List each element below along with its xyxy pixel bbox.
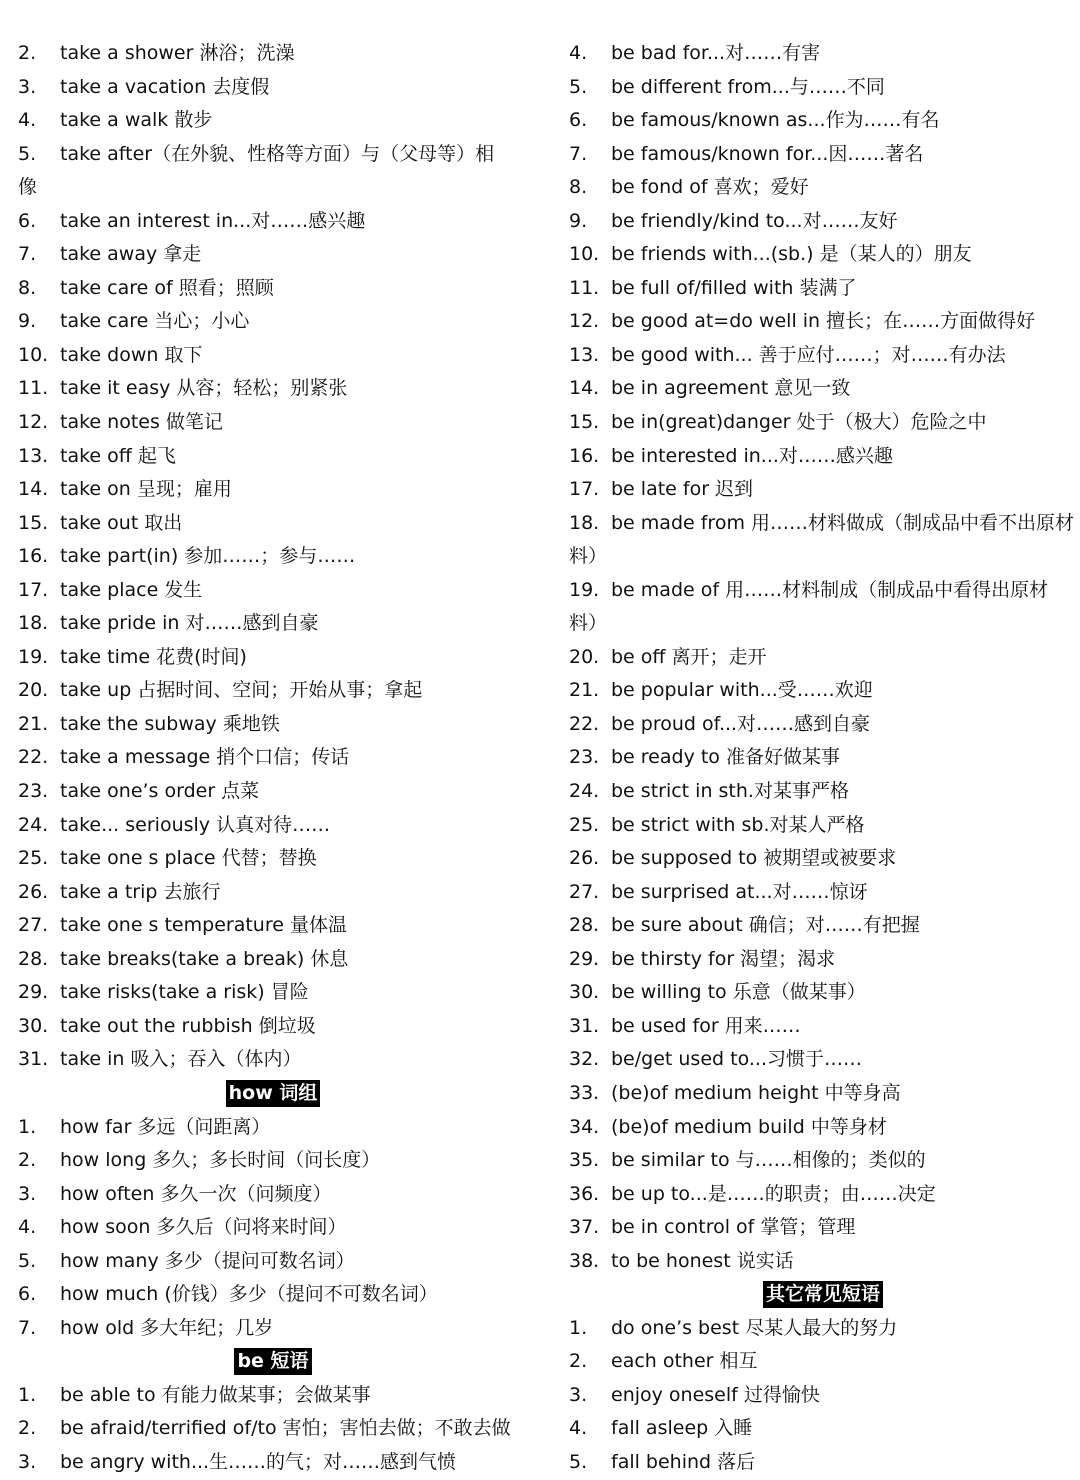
item-text: take... seriously 认真对待…… xyxy=(60,813,331,836)
list-item xyxy=(569,574,1077,608)
list-item xyxy=(569,1178,1077,1212)
item-text: take one s place 代替；替换 xyxy=(60,847,317,870)
item-text: (be)of medium build 中等身材 xyxy=(611,1115,887,1138)
section-heading-label: 其它常见短语 xyxy=(763,1281,883,1308)
item-text: take time 花费(时间) xyxy=(60,645,247,668)
item-number: 8. xyxy=(18,276,37,299)
item-number: 11. xyxy=(18,377,49,400)
item-number: 3. xyxy=(18,1182,37,1205)
list-item xyxy=(569,1010,1077,1044)
item-text: be surprised at...对……惊讶 xyxy=(611,880,868,903)
item-number: 8. xyxy=(569,176,588,199)
list-item xyxy=(18,1178,538,1212)
item-number: 5. xyxy=(569,75,588,98)
item-number: 4. xyxy=(18,1216,37,1239)
list-item xyxy=(569,1446,1077,1480)
item-text: be afraid/terrified of/to 害怕；害怕去做；不敢去做 xyxy=(60,1417,511,1440)
list-item xyxy=(18,1043,538,1077)
item-number: 7. xyxy=(569,142,588,165)
list-item xyxy=(18,339,538,373)
section-heading xyxy=(18,1345,528,1379)
item-text: take place 发生 xyxy=(60,578,203,601)
section-heading-label: how 词组 xyxy=(226,1080,321,1107)
list-item xyxy=(569,507,1077,541)
item-number: 27. xyxy=(569,880,600,903)
item-number: 28. xyxy=(18,947,49,970)
list-item xyxy=(569,1144,1077,1178)
item-text: how long 多久；多长时间（问长度） xyxy=(60,1149,381,1172)
list-item xyxy=(18,775,538,809)
list-item xyxy=(18,909,538,943)
list-item xyxy=(569,473,1077,507)
item-number: 33. xyxy=(569,1081,600,1104)
item-text: take risks(take a risk) 冒险 xyxy=(60,981,309,1004)
item-text: be full of/filled with 装满了 xyxy=(611,276,857,299)
item-text: be/get used to...习惯于…… xyxy=(611,1048,862,1071)
list-item xyxy=(18,976,538,1010)
item-text: (be)of medium height 中等身高 xyxy=(611,1081,901,1104)
list-item xyxy=(18,1412,538,1446)
item-number: 7. xyxy=(18,243,37,266)
item-text: be late for 迟到 xyxy=(611,478,754,501)
item-text: be sure about 确信；对……有把握 xyxy=(611,914,920,937)
list-item xyxy=(569,1345,1077,1379)
item-number: 12. xyxy=(569,310,600,333)
item-number: 4. xyxy=(569,1417,588,1440)
item-number: 25. xyxy=(569,813,600,836)
list-item xyxy=(18,104,538,138)
item-text: how much (价钱）多少（提问不可数名词） xyxy=(60,1283,438,1306)
list-item xyxy=(569,1111,1077,1145)
list-item xyxy=(569,943,1077,977)
item-text: be good at=do well in 擅长；在……方面做得好 xyxy=(611,310,1036,333)
list-item xyxy=(18,37,538,71)
item-number: 24. xyxy=(18,813,49,836)
list-item xyxy=(569,37,1077,71)
item-text: 料） xyxy=(569,612,608,635)
item-number: 20. xyxy=(18,679,49,702)
item-text: be in control of 掌管；管理 xyxy=(611,1216,856,1239)
item-number: 3. xyxy=(569,1383,588,1406)
list-item-continuation xyxy=(569,540,1077,574)
list-item xyxy=(569,272,1077,306)
list-item xyxy=(569,909,1077,943)
list-item xyxy=(18,205,538,239)
list-item xyxy=(569,305,1077,339)
item-text: fall behind 落后 xyxy=(611,1450,756,1473)
list-item xyxy=(569,775,1077,809)
list-item xyxy=(569,71,1077,105)
list-item xyxy=(18,440,538,474)
list-item xyxy=(569,1245,1077,1279)
item-text: be friendly/kind to...对……友好 xyxy=(611,209,898,232)
item-number: 19. xyxy=(18,645,49,668)
list-item-continuation xyxy=(569,607,1077,641)
item-number: 1. xyxy=(569,1316,588,1339)
list-item xyxy=(18,1245,538,1279)
item-number: 34. xyxy=(569,1115,600,1138)
item-text: take after（在外貌、性格等方面）与（父母等）相 xyxy=(60,142,495,165)
item-number: 1. xyxy=(18,1383,37,1406)
item-text: be fond of 喜欢；爱好 xyxy=(611,176,809,199)
list-item xyxy=(18,305,538,339)
list-item-continuation xyxy=(18,171,538,205)
item-text: each other 相互 xyxy=(611,1350,758,1373)
list-item xyxy=(569,708,1077,742)
item-text: be supposed to 被期望或被要求 xyxy=(611,847,897,870)
item-text: be proud of...对……感到自豪 xyxy=(611,712,871,735)
list-item xyxy=(18,1111,538,1145)
list-item xyxy=(18,943,538,977)
item-number: 5. xyxy=(569,1450,588,1473)
item-text: take a shower 淋浴；洗澡 xyxy=(60,42,295,64)
item-number: 37. xyxy=(569,1216,600,1239)
list-item xyxy=(569,1379,1077,1413)
item-text: take out the rubbish 倒垃圾 xyxy=(60,1014,316,1037)
item-number: 23. xyxy=(569,746,600,769)
item-text: be strict in sth.对某事严格 xyxy=(611,780,849,803)
list-item xyxy=(569,876,1077,910)
list-item xyxy=(569,104,1077,138)
item-text: take a vacation 去度假 xyxy=(60,75,270,98)
item-text: how old 多大年纪；几岁 xyxy=(60,1316,274,1339)
list-item xyxy=(18,138,538,172)
list-item xyxy=(569,741,1077,775)
item-text: be bad for...对……有害 xyxy=(611,42,821,64)
item-text: 像 xyxy=(18,176,38,199)
item-text: take notes 做笔记 xyxy=(60,411,223,434)
item-number: 6. xyxy=(18,209,37,232)
item-text: to be honest 说实话 xyxy=(611,1249,794,1272)
list-item xyxy=(18,641,538,675)
item-number: 17. xyxy=(18,578,49,601)
item-text: take pride in 对……感到自豪 xyxy=(60,612,319,635)
list-item xyxy=(569,1412,1077,1446)
right-column xyxy=(569,37,1077,1480)
item-text: fall asleep 入睡 xyxy=(611,1417,753,1440)
item-number: 4. xyxy=(18,109,37,132)
item-text: take part(in) 参加……；参与…… xyxy=(60,545,356,568)
item-number: 6. xyxy=(569,109,588,132)
list-item xyxy=(569,138,1077,172)
item-number: 18. xyxy=(18,612,49,635)
item-text: do one’s best 尽某人最大的努力 xyxy=(611,1316,898,1339)
item-number: 22. xyxy=(569,712,600,735)
section-heading-label: be 短语 xyxy=(234,1348,311,1375)
list-item xyxy=(569,809,1077,843)
item-number: 22. xyxy=(18,746,49,769)
item-text: be able to 有能力做某事；会做某事 xyxy=(60,1383,371,1406)
item-number: 9. xyxy=(18,310,37,333)
item-number: 35. xyxy=(569,1149,600,1172)
item-text: take a walk 散步 xyxy=(60,109,213,132)
item-number: 15. xyxy=(18,511,49,534)
item-text: take a trip 去旅行 xyxy=(60,880,221,903)
item-text: take down 取下 xyxy=(60,343,203,366)
list-item xyxy=(18,1446,538,1480)
item-number: 2. xyxy=(18,1417,37,1440)
item-text: be famous/known for...因……著名 xyxy=(611,142,924,165)
item-text: how far 多远（问距离） xyxy=(60,1115,271,1138)
list-item xyxy=(18,574,538,608)
item-number: 9. xyxy=(569,209,588,232)
item-text: be willing to 乐意（做某事） xyxy=(611,981,866,1004)
list-item xyxy=(18,1144,538,1178)
list-item xyxy=(569,339,1077,373)
item-number: 29. xyxy=(18,981,49,1004)
item-number: 31. xyxy=(569,1014,600,1037)
item-text: be thirsty for 渴望；渴求 xyxy=(611,947,836,970)
item-text: be made of 用……材料制成（制成品中看得出原材 xyxy=(611,578,1049,601)
item-number: 5. xyxy=(18,1249,37,1272)
section-heading xyxy=(18,1077,528,1111)
list-item xyxy=(18,473,538,507)
item-number: 15. xyxy=(569,411,600,434)
list-item xyxy=(569,372,1077,406)
list-item xyxy=(569,976,1077,1010)
item-text: be used for 用来…… xyxy=(611,1014,801,1037)
item-number: 5. xyxy=(18,142,37,165)
list-item xyxy=(18,708,538,742)
list-item xyxy=(569,641,1077,675)
item-text: be ready to 准备好做某事 xyxy=(611,746,840,769)
list-item xyxy=(18,1010,538,1044)
item-number: 14. xyxy=(569,377,600,400)
list-item xyxy=(569,1211,1077,1245)
item-text: be interested in...对……感兴趣 xyxy=(611,444,893,467)
list-item xyxy=(18,842,538,876)
list-item xyxy=(18,607,538,641)
item-number: 13. xyxy=(569,343,600,366)
item-text: be good with... 善于应付……；对……有办法 xyxy=(611,343,1006,366)
item-text: how soon 多久后（问将来时间） xyxy=(60,1216,347,1239)
list-item xyxy=(18,674,538,708)
list-item xyxy=(18,272,538,306)
item-number: 10. xyxy=(569,243,600,266)
item-text: take one’s order 点菜 xyxy=(60,780,260,803)
item-number: 2. xyxy=(18,42,37,64)
list-item xyxy=(18,876,538,910)
item-number: 10. xyxy=(18,343,49,366)
item-text: take care 当心；小心 xyxy=(60,310,250,333)
item-number: 26. xyxy=(569,847,600,870)
item-number: 27. xyxy=(18,914,49,937)
item-text: take off 起飞 xyxy=(60,444,176,467)
item-number: 3. xyxy=(18,75,37,98)
left-column xyxy=(18,37,538,1480)
list-item xyxy=(18,372,538,406)
item-number: 36. xyxy=(569,1182,600,1205)
item-number: 21. xyxy=(18,712,49,735)
item-number: 23. xyxy=(18,780,49,803)
item-text: take care of 照看；照顾 xyxy=(60,276,274,299)
item-number: 29. xyxy=(569,947,600,970)
list-item xyxy=(18,406,538,440)
list-item xyxy=(569,238,1077,272)
item-number: 12. xyxy=(18,411,49,434)
list-item xyxy=(18,507,538,541)
item-number: 4. xyxy=(569,42,588,64)
item-number: 6. xyxy=(18,1283,37,1306)
list-item xyxy=(18,1379,538,1413)
section-heading xyxy=(569,1278,1077,1312)
item-number: 26. xyxy=(18,880,49,903)
item-number: 14. xyxy=(18,478,49,501)
list-item xyxy=(18,1312,538,1346)
item-text: take it easy 从容；轻松；别紧张 xyxy=(60,377,348,400)
item-text: be angry with...生……的气；对……感到气愤 xyxy=(60,1450,457,1473)
item-text: be famous/known as...作为……有名 xyxy=(611,109,940,132)
item-number: 17. xyxy=(569,478,600,501)
item-text: take breaks(take a break) 休息 xyxy=(60,947,349,970)
list-item xyxy=(569,406,1077,440)
item-text: take away 拿走 xyxy=(60,243,202,266)
list-item xyxy=(18,238,538,272)
item-number: 21. xyxy=(569,679,600,702)
item-number: 25. xyxy=(18,847,49,870)
item-number: 13. xyxy=(18,444,49,467)
item-text: enjoy oneself 过得愉快 xyxy=(611,1383,820,1406)
item-text: how often 多久一次（问频度） xyxy=(60,1182,332,1205)
item-text: take the subway 乘地铁 xyxy=(60,712,280,735)
item-number: 18. xyxy=(569,511,600,534)
item-text: be made from 用……材料做成（制成品中看不出原材 xyxy=(611,511,1074,534)
item-text: take in 吸入；吞入（体内） xyxy=(60,1048,302,1071)
list-item xyxy=(569,205,1077,239)
item-text: take on 呈现；雇用 xyxy=(60,478,232,501)
item-text: take a message 捎个口信；传话 xyxy=(60,746,350,769)
list-item xyxy=(569,1043,1077,1077)
item-number: 1. xyxy=(18,1115,37,1138)
item-text: be in(great)danger 处于（极大）危险之中 xyxy=(611,411,987,434)
list-item xyxy=(18,741,538,775)
item-number: 2. xyxy=(569,1350,588,1373)
item-number: 20. xyxy=(569,645,600,668)
item-text: be different from...与……不同 xyxy=(611,75,885,98)
item-number: 24. xyxy=(569,780,600,803)
item-number: 2. xyxy=(18,1149,37,1172)
item-text: be popular with...受……欢迎 xyxy=(611,679,873,702)
item-number: 30. xyxy=(569,981,600,1004)
item-text: be strict with sb.对某人严格 xyxy=(611,813,865,836)
item-text: be friends with...(sb.) 是（某人的）朋友 xyxy=(611,243,972,266)
item-text: take up 占据时间、空间；开始从事；拿起 xyxy=(60,679,423,702)
item-number: 16. xyxy=(18,545,49,568)
item-number: 7. xyxy=(18,1316,37,1339)
item-text: be in agreement 意见一致 xyxy=(611,377,851,400)
item-number: 3. xyxy=(18,1450,37,1473)
item-text: take one s temperature 量体温 xyxy=(60,914,347,937)
list-item xyxy=(18,71,538,105)
list-item xyxy=(569,1077,1077,1111)
item-number: 30. xyxy=(18,1014,49,1037)
item-text: 料） xyxy=(569,545,608,568)
list-item xyxy=(18,540,538,574)
item-text: be up to...是……的职责；由……决定 xyxy=(611,1182,936,1205)
list-item xyxy=(569,1312,1077,1346)
list-item xyxy=(18,1278,538,1312)
list-item xyxy=(18,1211,538,1245)
list-item xyxy=(569,842,1077,876)
item-text: take out 取出 xyxy=(60,511,183,534)
list-item xyxy=(569,440,1077,474)
list-item xyxy=(569,674,1077,708)
list-item xyxy=(18,809,538,843)
item-number: 19. xyxy=(569,578,600,601)
item-number: 32. xyxy=(569,1048,600,1071)
item-text: be similar to 与……相像的；类似的 xyxy=(611,1149,926,1172)
item-number: 28. xyxy=(569,914,600,937)
item-text: be off 离开；走开 xyxy=(611,645,767,668)
item-number: 31. xyxy=(18,1048,49,1071)
list-item xyxy=(569,171,1077,205)
item-number: 11. xyxy=(569,276,600,299)
item-number: 38. xyxy=(569,1249,600,1272)
item-text: how many 多少（提问可数名词） xyxy=(60,1249,355,1272)
item-text: take an interest in...对……感兴趣 xyxy=(60,209,366,232)
item-number: 16. xyxy=(569,444,600,467)
